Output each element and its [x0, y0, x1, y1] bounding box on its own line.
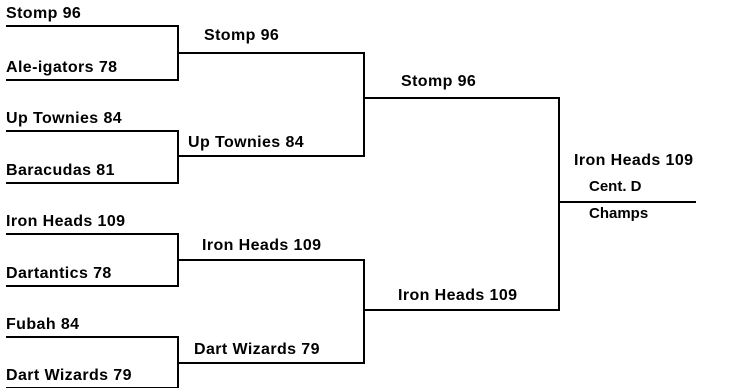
team-r1-ale-igators: Ale-igators 78 — [6, 59, 118, 76]
team-r1-dartantics: Dartantics 78 — [6, 265, 112, 282]
champion-caption-line2: Champs — [589, 205, 649, 222]
team-r2-iron-heads: Iron Heads 109 — [202, 237, 322, 254]
bracket-r3 — [364, 98, 559, 310]
team-r1-stomp: Stomp 96 — [6, 5, 82, 22]
team-r1-iron-heads: Iron Heads 109 — [6, 213, 126, 230]
team-r1-up-townies: Up Townies 84 — [6, 110, 123, 127]
team-r1-baracudas: Baracudas 81 — [6, 162, 115, 179]
champion-caption-line1: Cent. D — [589, 178, 642, 195]
champion-name: Iron Heads 109 — [574, 152, 694, 169]
team-r2-up-townies: Up Townies 84 — [188, 134, 305, 151]
team-r2-dart-wizards: Dart Wizards 79 — [194, 341, 320, 358]
team-r1-fubah: Fubah 84 — [6, 316, 80, 333]
team-r2-stomp: Stomp 96 — [204, 27, 280, 44]
team-r3-iron-heads: Iron Heads 109 — [398, 287, 518, 304]
team-r3-stomp: Stomp 96 — [401, 73, 477, 90]
team-r1-dart-wizards: Dart Wizards 79 — [6, 367, 132, 384]
